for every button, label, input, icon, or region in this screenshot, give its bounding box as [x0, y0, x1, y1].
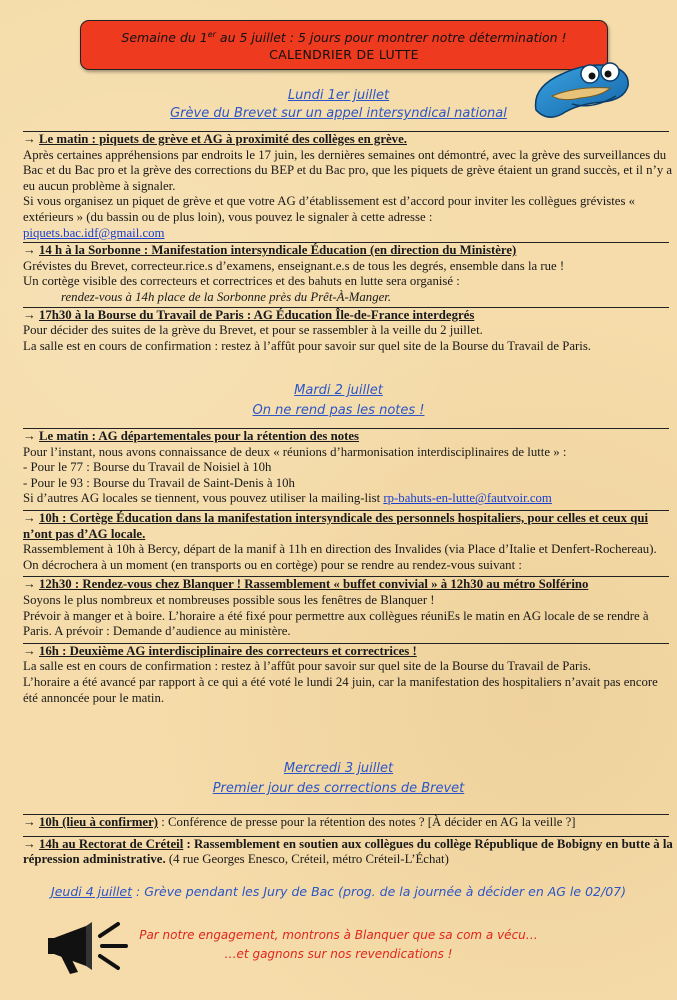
lundi-bourse-header: → 17h30 à la Bourse du Travail de Paris : AG Éducation Île-de-France interdegrés	[23, 307, 475, 322]
mardi-blanquer-header: → 12h30 : Rendez-vous chez Blanquer ! Rassemblement « buffet convivial » à 12h30 au métro Solférino	[23, 577, 589, 592]
mardi-cortege-header: → 10h : Cortège Éducation dans la manifestation intersyndicale des personnels hospitaliers, pour celles et ceux qui n’ont pas d’AG locale.	[23, 510, 649, 541]
mardi-subtitle: On ne rend pas les notes !	[252, 403, 425, 418]
lundi-title: Lundi 1er juillet	[287, 88, 390, 103]
header-banner	[80, 20, 608, 70]
mardi-morning-header: → Le matin : AG départementales pour la rétention des notes	[23, 429, 360, 443]
piquets-email-link[interactable]: piquets.bac.idf@gmail.com	[23, 225, 165, 240]
mardi-ag-text-1: La salle est en cours de confirmation : restez à l’affût pour savoir sur quel site de la Bourse du Travail de Paris.	[23, 659, 592, 674]
arrow-right-icon: →	[23, 429, 36, 443]
arrow-right-icon: →	[23, 307, 36, 322]
arrow-right-icon: →	[23, 510, 36, 525]
arrow-right-icon: →	[23, 577, 36, 592]
mardi-morning-text-4: Si d’autres AG locales se tiennent, vous pouvez utiliser la mailing-list rp-bahuts-en-lutte@fautvoir.com	[23, 491, 552, 506]
lundi-section	[23, 131, 673, 354]
lundi-bourse-text-1: Pour décider des suites de la grève du Brevet, et pour se rassembler à la veille du 2 juillet.	[23, 323, 483, 338]
lundi-bourse-text-2: La salle est en cours de confirmation : restez à l’affût pour savoir sur quel site de la Bourse du Travail de Paris.	[23, 338, 592, 353]
mardi-morning-text-1: Pour l’instant, nous avons connaissance de deux « réunions d’harmonisation interdisciplinaires de lutte » :	[23, 444, 567, 459]
mardi-morning-text-3: - Pour le 93 : Bourse du Travail de Saint-Denis à 10h	[23, 475, 295, 490]
lundi-sorbonne-header: → 14 h à la Sorbonne : Manifestation intersyndicale Éducation (en direction du Ministère)	[23, 243, 517, 258]
mercredi-subtitle: Premier jour des corrections de Brevet	[212, 781, 465, 796]
banner-title: Semaine du 1er au 5 juillet : 5 jours pour montrer notre détermination !	[121, 30, 567, 46]
lundi-sorbonne-text-3: rendez-vous à 14h place de la Sorbonne près du Prêt-À-Manger.	[61, 289, 392, 304]
arrow-right-icon: →	[23, 836, 36, 851]
lundi-sorbonne-text-1: Grévistes du Brevet, correcteur.rice.s d’examens, enseignant.e.s de tous les degrés, ensemble dans la rue !	[23, 258, 565, 273]
lundi-subtitle: Grève du Brevet sur un appel intersyndical national	[170, 106, 507, 121]
closing-line-1: Par notre engagement, montrons à Blanquer que sa com a vécu…	[139, 928, 538, 942]
mardi-title: Mardi 2 juillet	[294, 383, 383, 398]
mardi-blanquer-text-2: Prévoir à manger et à boire. L’horaire a été fixé pour permettre aux collègues réuniEs le matin en AG locale de se rendre à Paris. A prévoir : Demande d’audience au ministère.	[23, 608, 649, 639]
mardi-section	[23, 428, 673, 706]
lundi-morning-text-1: Après certaines appréhensions par endroits le 17 juin, les dernières semaines ont démontré, avec la grève des surveillances du Bac et du Bac pro et la grève des corrections du BEP et du Bac pro, que les piquets de grève étaient un grand succès, et il n’y a eu aucun problème à signaler.	[23, 147, 673, 193]
mardi-blanquer-text-1: Soyons le plus nombreux et nombreuses possible sous les fenêtres de Blanquer !	[23, 592, 435, 607]
mercredi-title: Mercredi 3 juillet	[283, 761, 394, 776]
arrow-right-icon: →	[23, 643, 36, 658]
mercredi-conference: → 10h (lieu à confirmer) : Conférence de presse pour la rétention des notes ? [À décider en AG la veille ?]	[23, 815, 576, 829]
mardi-morning-text-2: - Pour le 77 : Bourse du Travail de Noisiel à 10h	[23, 460, 272, 475]
mardi-ag-header: → 16h : Deuxième AG interdisciplinaire des correcteurs et correctrices !	[23, 643, 417, 658]
arrow-right-icon: →	[23, 815, 36, 829]
jeudi-line: Jeudi 4 juillet : Grève pendant les Jury de Bac (prog. de la journée à décider en AG le 02/07)	[51, 884, 626, 899]
mardi-ag-text-2: L’horaire a été avancé par rapport à ce qui a été voté le lundi 24 juin, car la manifestation des hospitaliers n’avait pas encore été annoncée pour le matin.	[23, 674, 658, 705]
mercredi-section	[23, 814, 673, 868]
mailing-list-link[interactable]: rp-bahuts-en-lutte@fautvoir.com	[383, 491, 552, 506]
arrow-right-icon: →	[23, 243, 36, 258]
mercredi-rectorat: → 14h au Rectorat de Créteil : Rassemblement en soutien aux collègues du collège République de Bobigny en butte à la répression administrative. (4 rue Georges Enesco, Créteil, métro Créteil-L’Échat)	[23, 836, 673, 867]
lundi-sorbonne-text-2: Un cortège visible des correcteurs et correctrices et des bahuts en lutte sera organisé :	[23, 274, 460, 289]
lundi-morning-header: → Le matin : piquets de grève et AG à proximité des collèges en grève.	[23, 132, 407, 146]
banner-subtitle: CALENDRIER DE LUTTE	[269, 47, 419, 63]
closing-line-2: …et gagnons sur nos revendications !	[224, 947, 453, 961]
mardi-cortege-text-1: Rassemblement à 10h à Bercy, départ de la manif à 11h en direction des Invalides (via Place d’Italie et Denfert-Rochereau).	[23, 542, 657, 557]
lundi-morning-text-2: Si vous organisez un piquet de grève et que votre AG d’établissement est d’accord pour inviter les collègues grévistes « extérieurs » (du bassin ou de plus loin), vous pouvez le signaler à cette adresse :	[23, 194, 636, 224]
arrow-right-icon: →	[23, 132, 36, 146]
mardi-cortege-text-2: On décrochera à un moment (en transports ou en cortège) pour se rendre au rendez-vous suivant :	[23, 557, 522, 572]
